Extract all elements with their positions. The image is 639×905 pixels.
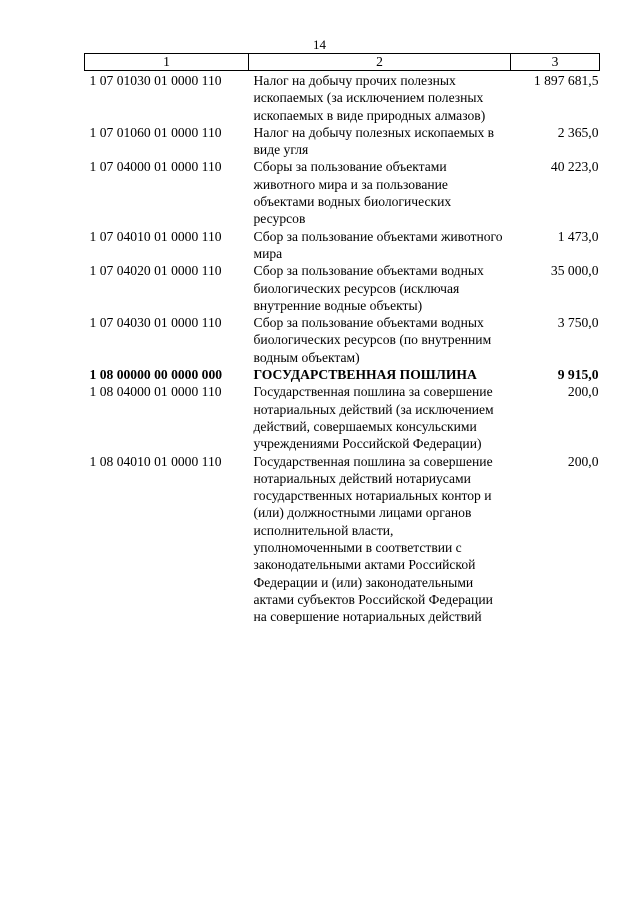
revenue-name: Сборы за пользование объектами животного мира и за пользование объектами водных биологических ресурсов (253, 159, 452, 227)
classification-code: 1 07 01030 01 0000 110 (89, 73, 222, 88)
classification-code: 1 08 00000 00 0000 000 (89, 367, 223, 383)
table-row (85, 383, 600, 452)
amount-value: 1 897 681,5 (533, 73, 599, 88)
revenue-name: Сбор за пользование объектами водных биологических ресурсов (исключая внутренние водные объекты) (253, 263, 484, 313)
amount-value: 2 365,0 (557, 124, 599, 140)
amount-value: 200,0 (567, 384, 599, 400)
classification-code: 1 07 01060 01 0000 110 (89, 124, 222, 140)
table-body (85, 71, 600, 626)
table-row (85, 228, 600, 263)
amount-value: 35 000,0 (550, 263, 599, 279)
revenue-name: Государственная пошлина за совершение нотариальных действий нотариусами государственных нотариальных контор и (или) должностными лицами органов исполнительной власти, уполномоченными в соответствии с законодательными актами Российской Федерации и (или) законодательными актами субъектов Российской Федерации на совершение нотариальных действий (253, 453, 493, 625)
table-row (85, 453, 600, 626)
amount-value: 1 473,0 (557, 228, 599, 244)
classification-code: 1 07 04000 01 0000 110 (89, 159, 222, 175)
table-row (85, 158, 600, 227)
table-row (85, 124, 600, 159)
table-header (85, 54, 600, 71)
table-row (85, 314, 600, 366)
classification-code: 1 07 04010 01 0000 110 (89, 228, 222, 244)
revenue-name: Государственная пошлина за совершение нотариальных действий (за исключением действий, совершаемых консульскими учреждениями Российской Федерации) (253, 384, 494, 452)
revenue-name: Налог на добычу прочих полезных ископаемых (за исключением полезных ископаемых в виде природных алмазов) (253, 73, 486, 123)
amount-value: 3 750,0 (557, 315, 599, 331)
revenue-name: Сбор за пользование объектами водных биологических ресурсов (по внутренним водным объектам) (253, 315, 492, 365)
column-header-1: 1 (85, 54, 249, 71)
table-row (85, 262, 600, 314)
classification-code: 1 08 04010 01 0000 110 (89, 453, 222, 469)
column-header-3: 3 (511, 54, 600, 71)
revenue-name: ГОСУДАРСТВЕННАЯ ПОШЛИНА (253, 367, 477, 383)
amount-value: 200,0 (567, 453, 599, 469)
revenue-name: Сбор за пользование объектами животного мира (253, 228, 503, 261)
amount-value: 40 223,0 (550, 159, 599, 175)
amount-value: 9 915,0 (557, 367, 599, 383)
classification-code: 1 07 04020 01 0000 110 (89, 263, 222, 279)
revenue-name: Налог на добычу полезных ископаемых в виде угля (253, 124, 495, 158)
column-header-2: 2 (249, 54, 511, 71)
budget-revenue-table (84, 53, 600, 626)
table-row (85, 366, 600, 383)
classification-code: 1 07 04030 01 0000 110 (89, 315, 222, 331)
classification-code: 1 08 04000 01 0000 110 (89, 384, 222, 400)
page-number: 14 (313, 37, 326, 52)
table-row (85, 71, 600, 124)
